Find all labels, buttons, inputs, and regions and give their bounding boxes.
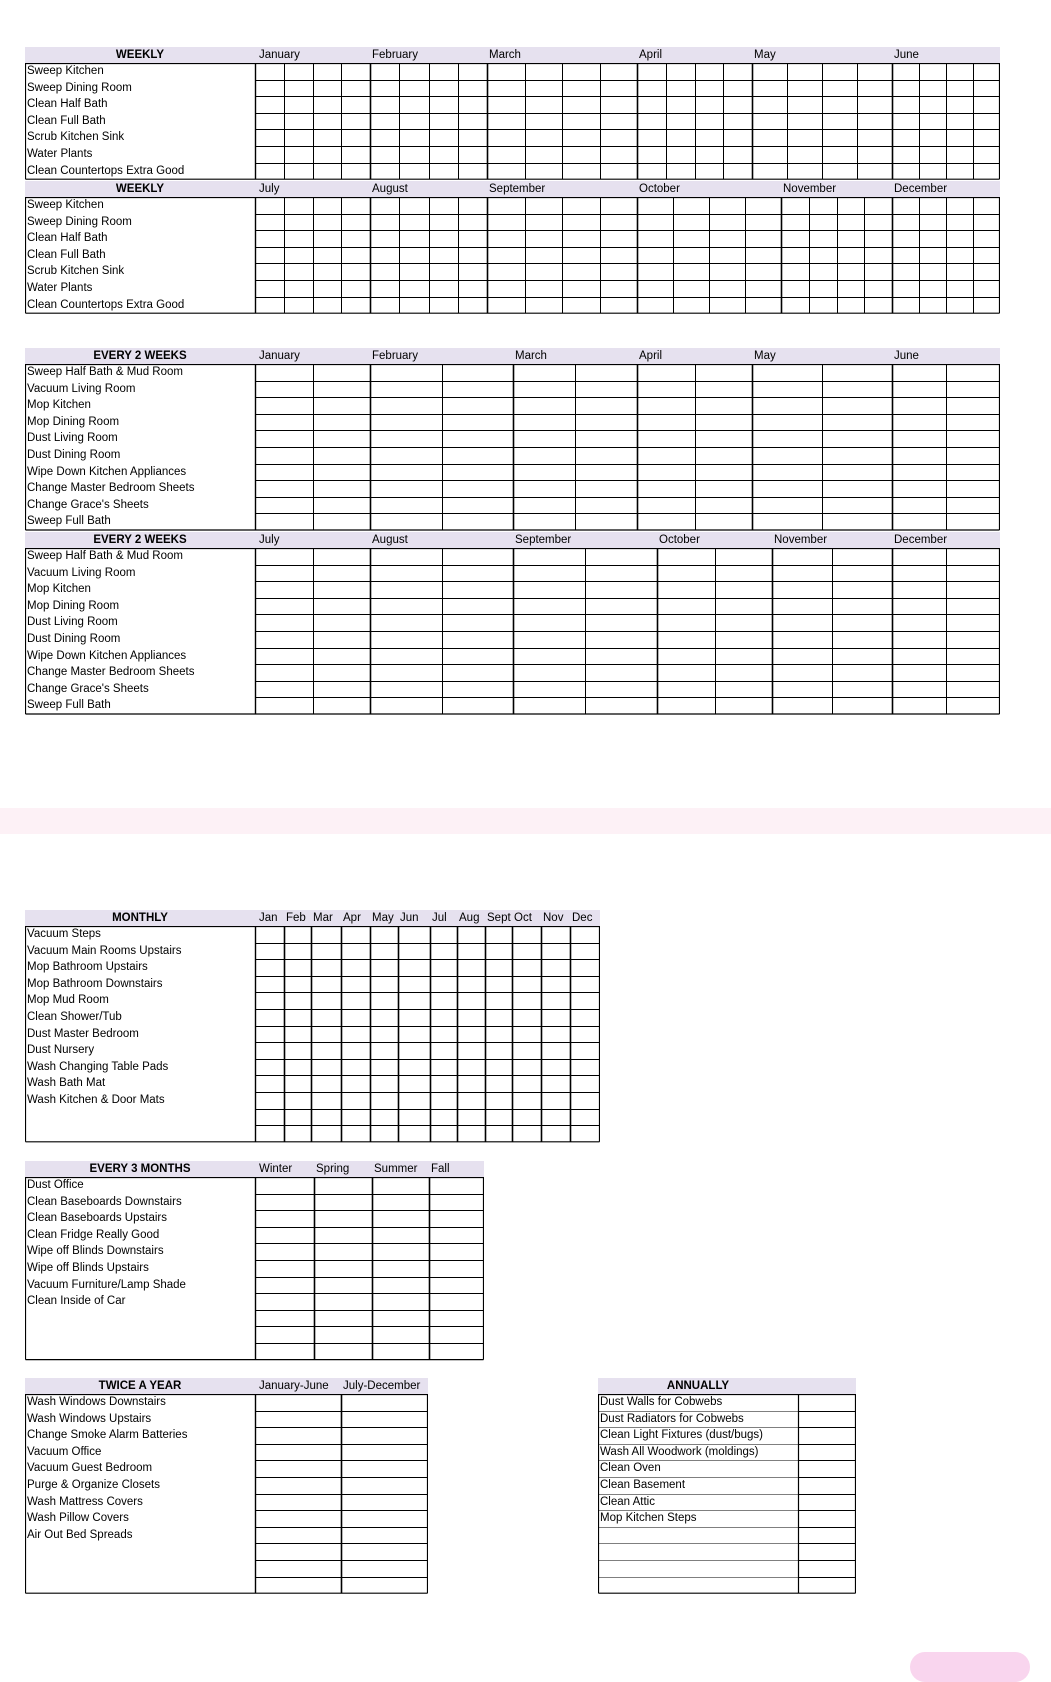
- column-header: March: [489, 49, 521, 61]
- chore-label: Water Plants: [27, 281, 93, 294]
- column-header: Jan: [259, 912, 278, 924]
- column-header: Dec: [572, 912, 593, 924]
- column-header: September: [515, 534, 572, 546]
- chore-label: Dust Dining Room: [27, 632, 121, 645]
- chore-label: Clean Countertops Extra Good: [27, 298, 185, 311]
- chore-label: Vacuum Living Room: [27, 566, 136, 579]
- column-header: November: [774, 534, 828, 546]
- column-header: December: [894, 183, 948, 195]
- weekly-a-table: [25, 47, 1000, 179]
- annually-table: [598, 1378, 856, 1593]
- chore-label: Air Out Bed Spreads: [27, 1528, 133, 1541]
- column-header: Nov: [543, 912, 564, 924]
- chore-label: Clean Light Fixtures (dust/bugs): [600, 1429, 763, 1442]
- chore-label: Dust Master Bedroom: [27, 1027, 139, 1040]
- chore-label: Water Plants: [27, 147, 93, 160]
- chore-label: Clean Fridge Really Good: [27, 1228, 160, 1241]
- pink-band: [0, 808, 1051, 834]
- chore-label: Vacuum Steps: [27, 928, 101, 940]
- chore-label: Wash Pillow Covers: [27, 1512, 129, 1525]
- column-header: February: [372, 350, 419, 362]
- column-header: June: [894, 350, 919, 362]
- quarterly-table: [25, 1161, 484, 1360]
- chore-label: Sweep Half Bath & Mud Room: [27, 366, 183, 378]
- column-header: Aug: [459, 912, 480, 924]
- table-title: TWICE A YEAR: [98, 1380, 182, 1392]
- chore-label: Dust Walls for Cobwebs: [600, 1396, 723, 1408]
- table-title: WEEKLY: [115, 183, 165, 195]
- checkbox-grid: [25, 548, 1000, 715]
- column-header: Spring: [316, 1163, 350, 1175]
- chore-label: Dust Office: [27, 1179, 84, 1191]
- table-header: [25, 47, 1000, 63]
- chore-label: Clean Half Bath: [27, 98, 108, 111]
- table-title: EVERY 2 WEEKS: [93, 534, 187, 546]
- column-header: May: [754, 350, 776, 362]
- column-header: August: [372, 183, 408, 195]
- chore-label: Wash Windows Upstairs: [27, 1412, 152, 1425]
- table-header: [25, 532, 1000, 548]
- chore-label: Mop Kitchen: [27, 399, 91, 412]
- chore-label: Clean Full Bath: [27, 248, 106, 261]
- table-header: [598, 1378, 856, 1394]
- table-header: [25, 1161, 484, 1177]
- chore-label: Sweep Half Bath & Mud Room: [27, 550, 183, 562]
- column-header: Apr: [343, 912, 361, 924]
- chore-label: Clean Countertops Extra Good: [27, 164, 185, 177]
- chore-label: Mop Kitchen Steps: [600, 1512, 697, 1525]
- column-header: April: [639, 350, 663, 362]
- chore-label: Dust Radiators for Cobwebs: [600, 1412, 744, 1425]
- checkbox-grid: [25, 1177, 484, 1361]
- chore-label: Sweep Full Bath: [27, 515, 111, 528]
- chore-label: Change Smoke Alarm Batteries: [27, 1429, 188, 1442]
- checkbox-grid: [25, 926, 600, 1143]
- checkbox-grid: [25, 364, 1000, 531]
- column-header: June: [894, 49, 919, 61]
- chore-label: Mop Bathroom Downstairs: [27, 977, 163, 990]
- checkbox-grid: [25, 1394, 428, 1594]
- column-header: February: [372, 49, 419, 61]
- column-header: Jun: [400, 912, 419, 924]
- table-header: [25, 181, 1000, 197]
- chore-label: Wash Windows Downstairs: [27, 1396, 166, 1408]
- checkbox-grid: [598, 1394, 856, 1594]
- chore-label: Vacuum Guest Bedroom: [27, 1462, 153, 1475]
- table-header: [25, 910, 600, 926]
- chore-label: Vacuum Office: [27, 1445, 102, 1458]
- monthly-table: [25, 910, 600, 1142]
- column-header: May: [372, 912, 394, 924]
- chore-label: Sweep Dining Room: [27, 81, 132, 94]
- column-header: Sept: [487, 912, 511, 924]
- twice-year-table: [25, 1378, 428, 1593]
- table-title: MONTHLY: [112, 912, 168, 924]
- chore-label: Mop Dining Room: [27, 415, 120, 428]
- chore-label: Wash Bath Mat: [27, 1077, 106, 1090]
- chore-label: Dust Living Room: [27, 616, 118, 629]
- column-header: October: [659, 534, 700, 546]
- column-header: March: [515, 350, 547, 362]
- column-header: August: [372, 534, 408, 546]
- chore-label: Vacuum Furniture/Lamp Shade: [27, 1278, 186, 1291]
- chore-label: Purge & Organize Closets: [27, 1478, 160, 1491]
- chore-label: Scrub Kitchen Sink: [27, 265, 125, 278]
- chore-label: Wipe Down Kitchen Appliances: [27, 465, 187, 478]
- chore-label: Sweep Kitchen: [27, 199, 104, 211]
- chore-label: Change Grace's Sheets: [27, 498, 149, 511]
- chore-label: Wash Changing Table Pads: [27, 1060, 169, 1073]
- chore-label: Mop Bathroom Upstairs: [27, 961, 148, 974]
- chore-label: Change Grace's Sheets: [27, 682, 149, 695]
- column-header: Mar: [313, 912, 333, 924]
- biweekly-b-table: [25, 532, 1000, 714]
- column-header: Feb: [286, 912, 306, 924]
- chore-label: Dust Nursery: [27, 1044, 95, 1057]
- column-header: Winter: [259, 1163, 293, 1175]
- chore-label: Mop Mud Room: [27, 994, 109, 1007]
- column-header: July: [259, 534, 280, 546]
- chore-label: Clean Attic: [600, 1495, 655, 1508]
- table-header: [25, 1378, 428, 1394]
- chore-label: Sweep Kitchen: [27, 65, 104, 77]
- chore-label: Scrub Kitchen Sink: [27, 131, 125, 144]
- column-header: Oct: [514, 912, 532, 924]
- chore-label: Vacuum Main Rooms Upstairs: [27, 944, 182, 957]
- column-header: July-December: [343, 1380, 421, 1392]
- column-header: December: [894, 534, 948, 546]
- chore-label: Mop Kitchen: [27, 583, 91, 596]
- chore-label: Sweep Full Bath: [27, 699, 111, 712]
- table-title: ANNUALLY: [666, 1380, 730, 1392]
- pink-corner-shape: [910, 1652, 1030, 1682]
- table-title: EVERY 3 MONTHS: [89, 1163, 191, 1175]
- column-header: Jul: [432, 912, 447, 924]
- chore-label: Wash All Woodwork (moldings): [600, 1445, 759, 1458]
- chore-label: Dust Dining Room: [27, 448, 121, 461]
- chore-label: Change Master Bedroom Sheets: [27, 666, 195, 679]
- column-header: November: [783, 183, 837, 195]
- checkbox-grid: [25, 197, 1000, 314]
- column-header: September: [489, 183, 546, 195]
- column-header: January: [259, 350, 300, 362]
- chore-label: Wash Kitchen & Door Mats: [27, 1093, 165, 1106]
- column-header: Summer: [374, 1163, 418, 1175]
- weekly-b-table: [25, 181, 1000, 313]
- chore-label: Clean Half Bath: [27, 232, 108, 245]
- chore-label: Clean Full Bath: [27, 114, 106, 127]
- chore-label: Clean Oven: [600, 1462, 661, 1475]
- chore-label: Wipe off Blinds Downstairs: [27, 1245, 164, 1258]
- chore-label: Change Master Bedroom Sheets: [27, 482, 195, 495]
- chore-label: Wash Mattress Covers: [27, 1495, 143, 1508]
- column-header: April: [639, 49, 663, 61]
- chore-label: Wipe off Blinds Upstairs: [27, 1261, 149, 1274]
- biweekly-a-table: [25, 348, 1000, 530]
- table-header: [25, 348, 1000, 364]
- table-title: WEEKLY: [115, 49, 165, 61]
- chore-label: Sweep Dining Room: [27, 215, 132, 228]
- chore-label: Clean Baseboards Downstairs: [27, 1195, 182, 1208]
- chore-label: Clean Baseboards Upstairs: [27, 1212, 167, 1225]
- chore-label: Dust Living Room: [27, 432, 118, 445]
- column-header: Fall: [431, 1163, 450, 1175]
- chore-label: Clean Inside of Car: [27, 1295, 126, 1308]
- column-header: October: [639, 183, 680, 195]
- column-header: January-June: [259, 1380, 329, 1392]
- column-header: July: [259, 183, 280, 195]
- table-title: EVERY 2 WEEKS: [93, 350, 187, 362]
- chore-label: Mop Dining Room: [27, 599, 120, 612]
- chore-label: Clean Basement: [600, 1478, 686, 1491]
- chore-label: Vacuum Living Room: [27, 382, 136, 395]
- chore-label: Clean Shower/Tub: [27, 1010, 122, 1023]
- column-header: January: [259, 49, 300, 61]
- checkbox-grid: [25, 63, 1000, 180]
- chore-label: Wipe Down Kitchen Appliances: [27, 649, 187, 662]
- column-header: May: [754, 49, 776, 61]
